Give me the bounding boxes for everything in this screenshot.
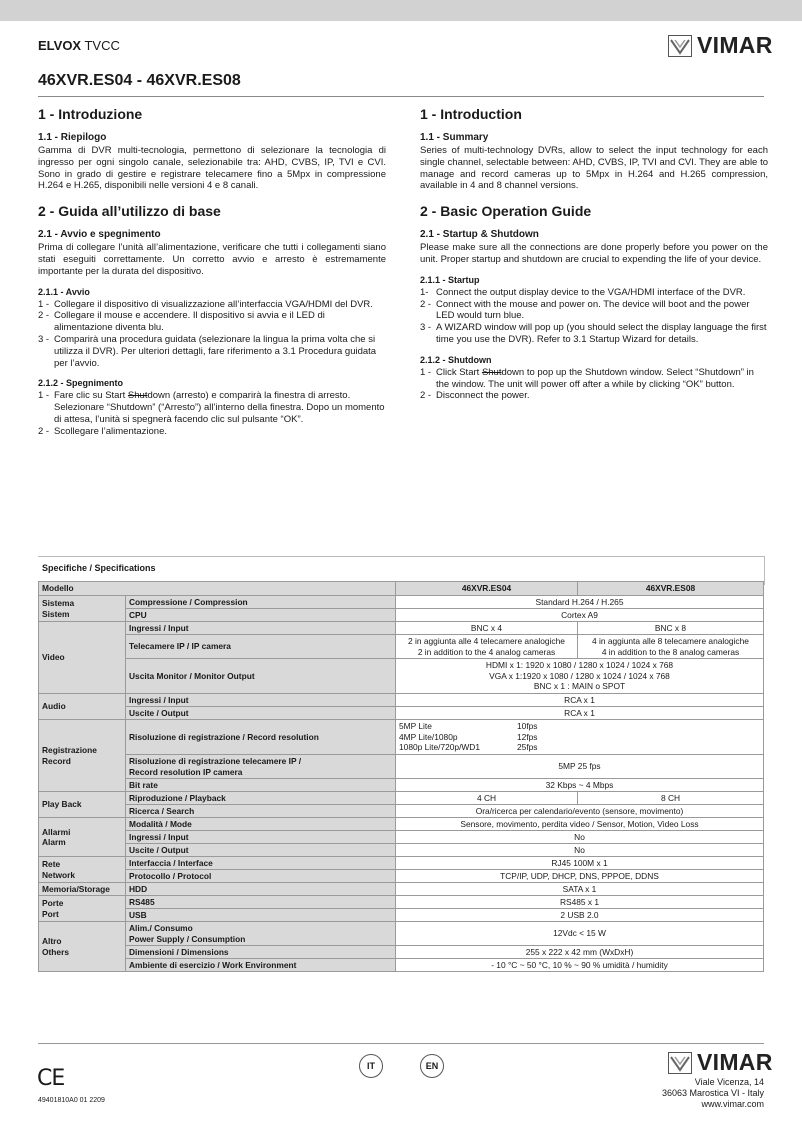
italian-column (38, 106, 386, 438)
vimar-logo: VIMAR (668, 32, 773, 59)
table-row: Uscite / Output RCA x 1 (39, 707, 764, 720)
en-startup-heading: 2.1 - Startup & Shutdown (420, 229, 539, 241)
it-spegnimento-list (38, 390, 386, 437)
it-spegnimento-heading: 2.1.2 - Spegnimento (38, 378, 124, 389)
cat-alarm: Allarmi Alarm (39, 818, 126, 857)
cat-others: Altro Others (39, 922, 126, 972)
cat-network: Rete Network (39, 857, 126, 883)
list-item: 2 - Scollegare l’alimentazione. (38, 425, 168, 437)
en-startup-text: Please make sure all the connections are done properly before you power on the unit. Proper startup and shutdown are crucial to expending the life of your device. (420, 242, 768, 265)
table-row: Allarmi Alarm Modalità / Mode Sensore, movimento, perdita video / Sensor, Motion, Video Loss (39, 818, 764, 831)
table-row: Ambiente di esercizio / Work Environment - 10 °C ~ 50 °C, 10 % ~ 90 % umidità / humidity (39, 959, 764, 972)
ce-mark-icon: CE (37, 1066, 65, 1091)
english-column (420, 106, 768, 402)
table-row: Bit rate 32 Kbps ~ 4 Mbps (39, 779, 764, 792)
table-row: Dimensioni / Dimensions 255 x 222 x 42 mm (WxDxH) (39, 946, 764, 959)
header-divider (38, 96, 764, 97)
cat-audio: Audio (39, 694, 126, 720)
list-item: 2 - Collegare il mouse e accendere. Il dispositivo si avvia e il LED di alimentazione diventa blu. (38, 310, 325, 334)
company-address: Viale Vicenza, 14 36063 Marostica VI - Italy www.vimar.com (661, 1077, 764, 1109)
footer-divider (38, 1043, 764, 1044)
record-resolution-list: 5MP Lite 10fps 4MP Lite/1080p 12fps 1080p Lite/720p/WD1 25fps (399, 721, 538, 753)
table-row: Video Ingressi / Input BNC x 4 BNC x 8 (39, 622, 764, 635)
cat-record: Registrazione Record (39, 720, 126, 792)
table-row: CPU Cortex A9 (39, 609, 764, 622)
spec-title: Specifiche / Specifications (42, 563, 156, 573)
table-row: USB 2 USB 2.0 (39, 909, 764, 922)
list-item: 2 - Disconnect the power. (420, 390, 530, 402)
table-row: Altro Others Alim./ Consumo Power Supply / Consumption 12Vdc < 15 W (39, 922, 764, 946)
table-row: Protocollo / Protocol TCP/IP, UDP, DHCP, DNS, PPPOE, DDNS (39, 870, 764, 883)
website-link: www.vimar.com (701, 1099, 764, 1109)
document-code: 49401810A0 01 2209 (38, 1097, 105, 1104)
table-row: Memoria/Storage HDD SATA x 1 (39, 883, 764, 896)
en-intro-heading: 1 - Introduction (420, 106, 522, 122)
en-guide-heading: 2 - Basic Operation Guide (420, 203, 592, 220)
cat-port: Porte Port (39, 896, 126, 922)
en-startup-list (420, 287, 768, 346)
list-item: 3 - A WIZARD window will pop up (you should select the display language the first time you use the DVR). Refer to 3.1 Startup Wizard for details. (420, 322, 767, 345)
document-title: 46XVR.ES04 - 46XVR.ES08 (38, 72, 241, 89)
table-row: Telecamere IP / IP camera 2 in aggiunta alle 4 telecamere analogiche 2 in addition to the 4 analog cameras 4 in aggiunta alle 8 telecamere analogiche 4 in addition to the 8 analog cameras (39, 635, 764, 659)
table-row: Risoluzione di registrazione telecamere IP / Record resolution IP camera 5MP 25 fps (39, 755, 764, 779)
table-row: Porte Port RS485 RS485 x 1 (39, 896, 764, 909)
cat-video: Video (39, 622, 126, 694)
vimar-mark-icon (668, 35, 692, 57)
lang-badge-it: IT (359, 1054, 383, 1078)
vimar-mark-icon (668, 1052, 692, 1074)
table-row: Sistema Sistem Compressione / Compression Standard H.264 / H.265 (39, 596, 764, 609)
it-guide-heading: 2 - Guida all’utilizzo di base (38, 203, 221, 220)
lang-badge-en: EN (420, 1054, 444, 1078)
it-summary-text: Gamma di DVR multi-tecnologia, permettono di selezionare la tecnologia di ingresso per ogni singolo canale, selezionabile tra: AHD, CVBS, IP, TVI e CVI. Sono in grado di gestire e registrare telecamere fino a 5Mpx in compressione H.264 e H.265, disponibili nelle versioni 4 e 8 canali. (38, 145, 386, 192)
it-startup-text: Prima di collegare l’unità all’alimentazione, verificare che tutti i collegamenti siano stati eseguiti correttamente. Un corretto avvio e arresto è estremamente importante per la durata del dispositivo. (38, 242, 386, 277)
it-startup-heading: 2.1 - Avvio e spegnimento (38, 229, 161, 241)
footer-vimar-logo: VIMAR (668, 1049, 773, 1076)
table-row: Ricerca / Search Ora/ricerca per calendario/evento (sensore, movimento) (39, 805, 764, 818)
table-row: Play Back Riproduzione / Playback 4 CH 8 CH (39, 792, 764, 805)
list-item: 2 - Connect with the mouse and power on. The device will boot and the power LED would turn blue. (420, 298, 750, 322)
en-startup-sub-heading: 2.1.1 - Startup (420, 274, 480, 285)
brand-line: ELVOX TVCC (38, 38, 120, 53)
list-item: 1 - Collegare il dispositivo di visualizzazione all’interfaccia VGA/HDMI del DVR. (38, 298, 373, 310)
en-shutdown-heading: 2.1.2 - Shutdown (420, 354, 492, 365)
list-item: 3 - Comparirà una procedura guidata (selezionare la lingua la prima volta che si utilizza il DVR). Per ulteriori dettagli, fare riferimento a 3.1 Procedura guidata per l’avvio. (38, 333, 377, 369)
table-row: Uscite / Output No (39, 844, 764, 857)
table-row: Registrazione Record Risoluzione di registrazione / Record resolution 5MP Lite 10fps 4MP Lite/1080p 12fps 1080p Lite/720p/WD1 25fps (39, 720, 764, 755)
list-item: 1 - Fare clic su Start Shutdown (arresto) e comparirà la finestra di arresto. Selezionare “Shutdown” (“Arresto”) all’interno della finestra. Dopo un momento di attesa, l’unità si spegnerà facendo clic sul pulsante “OK”. (38, 390, 385, 425)
cat-sistema: Sistema Sistem (39, 596, 126, 622)
spec-table (38, 581, 764, 972)
en-summary-heading: 1.1 - Summary (420, 132, 489, 143)
it-intro-heading: 1 - Introduzione (38, 106, 143, 122)
en-summary-text: Series of multi-technology DVRs, allow to select the input technology for each single channel, selectable between: AHD, CVBS, IP, TVI and CVI. They are able to manage and record cameras up to 5Mpx in H.264 and H.265 compression, available in 4 and 8 channel versions. (420, 145, 768, 192)
list-item: 1 - Click Start Shutdown to pop up the Shutdown window. Select “Shutdown” in the window. The unit will power off after a while by clicking “OK” button. (420, 366, 754, 390)
table-row: Uscita Monitor / Monitor Output HDMI x 1: 1920 x 1080 / 1280 x 1024 / 1024 x 768 VGA x 1:1920 x 1080 / 1280 x 1024 / 1024 x 768 BNC x 1 : MAIN o SPOT (39, 659, 764, 694)
en-shutdown-list (420, 367, 768, 402)
cat-playback: Play Back (39, 792, 126, 818)
table-row: Ingressi / Input No (39, 831, 764, 844)
table-row: Modello 46XVR.ES04 46XVR.ES08 (39, 582, 764, 596)
top-bar (0, 0, 802, 21)
it-summary-heading: 1.1 - Riepilogo (38, 132, 107, 143)
table-row: Audio Ingressi / Input RCA x 1 (39, 694, 764, 707)
list-item: 1- Connect the output display device to the VGA/HDMI interface of the DVR. (420, 286, 746, 298)
it-avvio-heading: 2.1.1 - Avvio (38, 286, 90, 297)
cat-storage: Memoria/Storage (39, 883, 126, 896)
it-avvio-list (38, 299, 386, 370)
table-row: Rete Network Interfaccia / Interface RJ45 100M x 1 (39, 857, 764, 870)
